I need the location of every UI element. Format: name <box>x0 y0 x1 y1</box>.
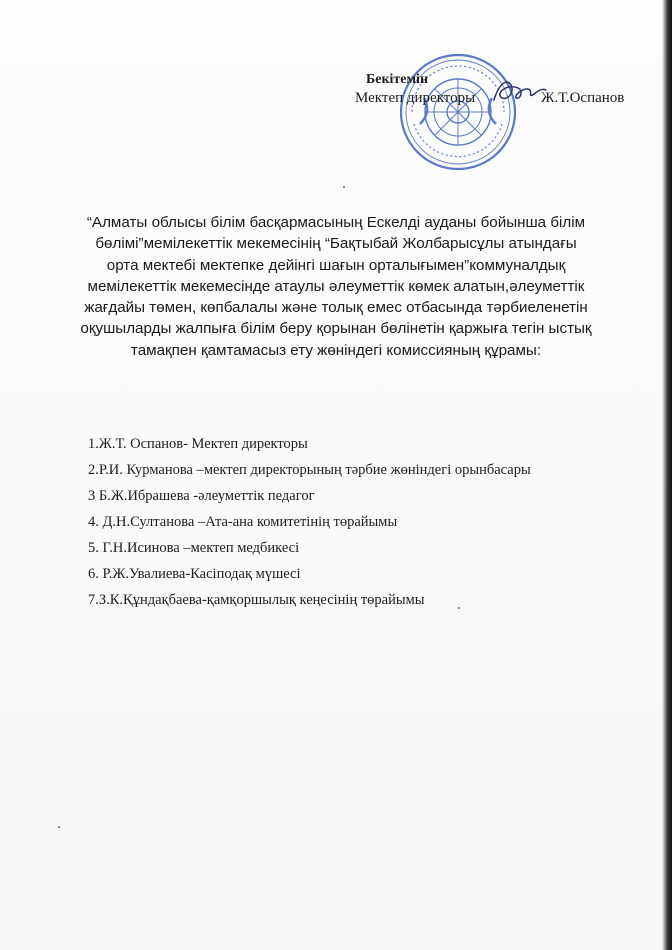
list-item: 6. Р.Ж.Увалиева-Касіподақ мүшесі <box>88 566 301 582</box>
list-item: 1.Ж.Т. Оспанов- Мектеп директоры <box>88 436 308 452</box>
approval-position: Мектеп директоры <box>355 90 476 106</box>
document-heading: “Алматы облысы білім басқармасының Ескелді ауданы бойынша білім бөлімі”мемілекеттік мекемесінің “Бақтыбай Жолбарысұлы атындағы орта мектебі мектепке дейінгі шағын орталығымен”коммуналдық мемілекеттік мекемесінде атаулы әлеуметтік көмек алатын,әлеуметтік жағдайы төмен, көпбалалы және толық емес отбасында тәрбиеленетін оқушыларды жалпыға білім беру қорынан бөлінетін қаржыға тегін ыстық тамақпен қамтамасыз ету жөніндегі комиссияның құрамы: <box>80 214 592 359</box>
commission-member-list <box>88 431 628 613</box>
approval-title: Бекітемін <box>366 72 429 87</box>
list-item: 5. Г.Н.Исинова –мектеп медбикесі <box>88 540 300 556</box>
scan-speck <box>58 826 60 828</box>
list-item: 3 Б.Ж.Ибрашева -әлеуметтік педагог <box>88 488 315 504</box>
list-item: 4. Д.Н.Султанова –Ата-ана комитетінің төрайымы <box>88 514 398 530</box>
scan-speck <box>343 186 345 188</box>
scan-dark-edge <box>662 0 672 950</box>
scan-speck <box>458 607 460 609</box>
approval-name: Ж.Т.Оспанов <box>541 90 625 106</box>
approval-block <box>300 72 660 122</box>
list-item: 7.З.К.Құндақбаева-қамқоршылық кеңесінің төрайымы <box>88 592 425 608</box>
list-item: 2.Р.И. Курманова –мектеп директорының тәрбие жөніндегі орынбасары <box>88 462 531 478</box>
